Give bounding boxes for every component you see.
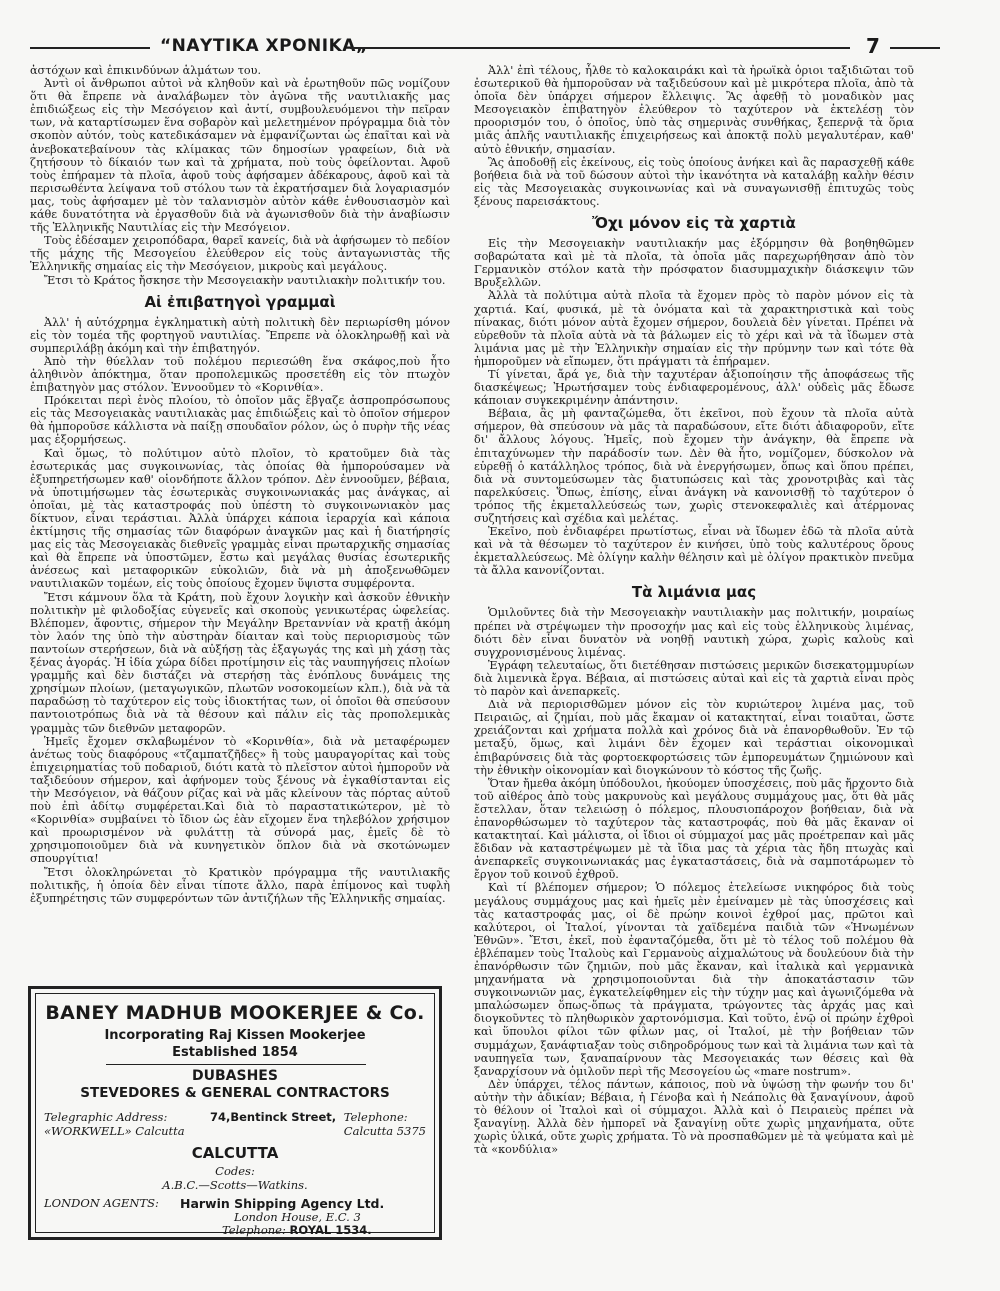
- ad-telephone: [344, 1110, 426, 1138]
- right-paragraph: Ἀλλὰ τὰ πολύτιμα αὐτὰ πλοῖα τὰ ἔχομεν πρὸς τὸ παρὸν μόνον εἰς τὰ χαρτιά. Καί, φυσικά, μὲ τὰ ὀνόματα καὶ τὰ χαρακτηριστικὰ καὶ τοὺς πίνακας, διότι μόνον αὐτὰ ἔχομεν σήμερον, δουλειὰ δὲν γίνεται. Πρέπει νὰ εὑρεθοῦν τὰ πλοῖα αὐτὰ νὰ τὰ βάλωμεν εἰς τὸ χέρι καὶ νὰ τὰ ἴδωμεν στὰ λιμάνια μας μὲ τὴν Ἑλληνικὴν σημαίαν εἰς τὴν πρύμνην των καὶ τότε θὰ ἠμποροῦμεν νὰ εἴπωμεν, ὅτι πράγματι τὰ ἐπήραμεν.: [474, 289, 914, 368]
- left-paragraph: Ἔτσι ὁλοκληρώνεται τὸ Κρατικὸν πρόγραμμα τῆς ναυτιλιακῆς πολιτικῆς, ἡ ὁποία δὲν εἶναι τίποτε ἄλλο, παρὰ ἐπίμονος καὶ τυφλὴ ἐξυπηρέτησις τῶν συμφερόντων τῶν ἀντιζήλων τῆς Ἑλληνικῆς σημαίας.: [30, 865, 450, 905]
- right-paragraph: Βέβαια, ἂς μὴ φανταζώμεθα, ὅτι ἐκεῖνοι, ποὺ ἔχουν τὰ πλοῖα αὐτὰ σήμερον, θὰ σπεύσουν νὰ μᾶς τὰ παραδώσουν, εἴτε διότι ἀδιαφοροῦν, εἴτε δι' ἄλλους λόγους. Ἡμεῖς, ποὺ ἔχομεν τὴν ἀνάγκην, θὰ ἔπρεπε νὰ ἐπιταχύνωμεν τὴν παράδοσίν των. Δὲν θὰ ἦτο, νομίζομεν, δύσκολον νὰ εὑρεθῇ ὁ κατάλληλος τρόπος, διὰ νὰ ἐνεργήσωμεν, ὅπως καὶ ὅπου πρέπει, διὰ νὰ συντομεύσωμεν τὰς διατυπώσεις καὶ τὰς χρονοτριβὰς καὶ τὰς παρελκύσεις. Ὅπως, ἐπίσης, εἶναι ἀνάγκη νὰ κανονισθῇ τὸ ταχύτερον ὁ τρόπος τῆς ἐκμεταλλεύσεώς των, χωρὶς στενοκεφαλιὲς καὶ ἀτέρμονας συζητήσεις καὶ σχέδια καὶ μελέτας.: [474, 407, 914, 525]
- left-paragraph: Ἀπὸ τὴν θύελλαν τοῦ πολέμου περιεσώθη ἕνα σκάφος,ποὺ ἦτο ἀληθινὸν ἀπόκτημα, ὅταν προπολεμικῶς προσετέθη εἰς τὸν πτωχὸν ἐπιβατηγὸν μας στόλον. Ἐννοοῦμεν τὸ «Κορινθία».: [30, 354, 450, 395]
- left-paragraph: Τοὺς ἐδέσαμεν χειροπόδαρα, θαρεῖ κανείς, διὰ νὰ ἀφήσωμεν τὸ πεδίον τῆς μάχης τῆς Μεσογείου ἐλεύθερον εἰς τοὺς ἀνταγωνιστὰς τῆς Ἑλληνικῆς σημαίας εἰς τὴν Μεσόγειον, μικροὺς καὶ μεγάλους.: [30, 234, 450, 274]
- right-column: [474, 64, 914, 1156]
- left-paragraph: Ἔτσι κάμνουν ὅλα τὰ Κράτη, ποὺ ἔχουν λογικὴν καὶ ἀσκοῦν ἐθνικὴν πολιτικὴν μὲ φιλοδοξίας εὐγενεῖς καὶ σκοποὺς γενικωτέρας ὠφελείας. Βλέπομεν, ἄφοντις, σήμερον τὴν Μεγάλην Βρεταννίαν νὰ κρατῇ ἀκόμη τὸν λαόν της ὑπὸ τὴν αὐστηρὰν δίαιταν καὶ τοὺς περιορισμοὺς τῶν παντοίων στερήσεων, διὰ νὰ αὐξήσῃ τὰς ἐξαγωγάς της καὶ μὴ χάσῃ τὰς ξένας ἀγοράς. Ἡ ἰδία χώρα δίδει προτίμησιν εἰς τὰς ναυπηγήσεις πλοίων γραμμῆς καὶ δὲν διστάζει νὰ στερήσῃ τὰς ἐνόπλους δυνάμεις της χρησίμων πλοίων, (μεταγωγικῶν, πλωτῶν νοσοκομείων κλπ.), διὰ νὰ τὰ παραδώσῃ τὸ ταχύτερον εἰς τοὺς ἰδιοκτήτας των, οἱ ὁποῖοι θὰ σπεύσουν παντοιοτρόπως διὰ νὰ τὰ θέσουν καὶ πάλιν εἰς τὰς προπολεμικὰς γραμμὰς τῶν διεθνῶν μεταφορῶν.: [30, 590, 450, 735]
- magazine-title: “ΝΑΥΤΙΚΑ ΧΡΟΝΙΚΑ„: [160, 36, 368, 56]
- ad-london-telephone-value: ROYAL 1534.: [289, 1223, 372, 1237]
- running-header: [30, 36, 930, 58]
- ad-london-label: LONDON AGENTS:: [44, 1196, 159, 1210]
- ad-telephone-value: Calcutta 5375: [343, 1124, 426, 1138]
- right-paragraph: Καὶ τί βλέπομεν σήμερον; Ὁ πόλεμος ἐτελείωσε νικηφόρος διὰ τοὺς μεγάλους συμμάχους μας καὶ ἡμεῖς μὲν ἐμείναμεν μὲ τὰς ὑποσχέσεις καὶ τὰς καταστροφάς μας, οἱ δὲ πρώην κοινοὶ ἐχθροί μας, πρῶτοι καὶ καλύτεροι, οἱ Ἰταλοί, γίνονται τὰ χαϊδεμένα παιδιὰ τῶν «Ἡνωμένων Ἐθνῶν». Ἔτσι, ἐκεῖ, ποὺ ἐφανταζόμεθα, ὅτι μὲ τὸ τέλος τοῦ πολέμου θὰ ἐβλέπαμεν τοὺς Ἰταλοὺς καὶ Γερμανοὺς αἰχμαλώτους νὰ δουλεύουν διὰ τὴν ἐπανόρθωσιν τῶν ζημιῶν, ποὺ μᾶς ἔκαναν, καὶ ἰταλικὰ καὶ γερμανικὰ μηχανήματα νὰ χρησιμοποιοῦνται διὰ τὴν ἀποκατάστασιν τῶν συγκοινωνιῶν μας, ἐγκατελείφθημεν εἰς τὴν τύχην μας καὶ ἀγωνιζόμεθα νὰ μπαλώσωμεν ὅπως-ὅπως τὰ πράγματα, τρώγοντες τὰς ἀρχάς μας καὶ διογκοῦντες τὸ πληθωρικὸν χαρτονόμισμα. Καὶ τοῦτο, ἐνῷ οἱ πρώην ἐχθροὶ καὶ ὕπουλοι φίλοι τῶν φίλων μας, οἱ Ἰταλοί, μὲ τὴν βοήθειαν τῶν συμμάχων, ξανάφτιαξαν τοὺς σιδηροδρόμους των καὶ τὰ λιμάνια των καὶ τὰ ναυπηγεῖα των, ξαναπαίρνουν τὰς Μεσογειακάς των θέσεις καὶ θὰ ξαναρχίσουν νὰ ὁμιλοῦν περὶ τῆς Μεσογείου ὡς «mare nostrum».: [474, 881, 914, 1078]
- section-heading-our-ports: Τὰ λιμάνια μας: [631, 583, 757, 602]
- ad-london-address: London House, E.C. 3: [234, 1210, 361, 1224]
- left-paragraph: Ἀλλ' ἡ αὐτόχρημα ἐγκληματικὴ αὐτὴ πολιτικὴ δὲν περιωρίσθη μόνον εἰς τὸν τομέα τῆς φορτηγοῦ ναυτιλίας. Ἔπρεπε νὰ ὁλοκληρωθῇ καὶ νὰ συμπεριλάβῃ ἀκόμη καὶ τὴν ἐπιβατηγόν.: [30, 315, 450, 355]
- advertisement-inner-frame: [35, 993, 435, 1237]
- advertisement-box: [28, 986, 442, 1240]
- right-paragraph: Εἰς τὴν Μεσογειακὴν ναυτιλιακήν μας ἐξόρμησιν θὰ βοηθηθῶμεν σοβαρώτατα καὶ μὲ τὰ πλοῖα, τὰ ὁποῖα μᾶς παρεχωρήθησαν ἀπὸ τὸν Γερμανικὸν στόλον κατὰ τὴν πρόσφατον διασυμμαχικὴν διάσκεψιν τῶν Βρυξελλῶν.: [474, 237, 914, 290]
- page-number: 7: [866, 34, 880, 58]
- ad-london-agents: [44, 1196, 426, 1236]
- right-paragraph: Ἀλλ' ἐπὶ τέλους, ἦλθε τὸ καλοκαιράκι καὶ τὰ ἠρωϊκὰ ὁριοι ταξιδιῶται τοῦ ἐσωτερικοῦ θὰ ἠμποροῦσαν νὰ ταξιδεύσουν καὶ μὲ μικρότερα πλοῖα, ἀπὸ τὰ ὁποῖα δὲν ὑπάρχει σήμερον ἔλλειψις. Ἂς ἀφεθῇ τὸ μοναδικὸν μας Μεσογειακὸν ἐπιβατηγὸν ἐλεύθερον τὸ ταχύτερον νὰ ἐκτελέσῃ τὸν προορισμόν του, ὁ ὁποῖος, ὑπὸ τὰς σημερινὰς συνθήκας, ξεπερνᾷ τὰ ὅρια μιᾶς ἁπλῆς ναυτιλιακῆς ἐπιχειρήσεως καὶ ἀποκτᾷ πολὺ μεγαλυτέραν, καθ' αὐτὸ ἐθνικήν, σημασίαν.: [474, 64, 914, 156]
- ad-stevedores: STEVEDORES & GENERAL CONTRACTORS: [80, 1085, 390, 1101]
- left-paragraph: Καὶ ὅμως, τὸ πολύτιμον αὐτὸ πλοῖον, τὸ κρατοῦμεν διὰ τὰς ἐσωτερικάς μας συγκοινωνίας, τὰς ὁποίας θὰ ἠμπορούσαμεν νὰ ἐξυπηρετήσωμεν καθ' οἱονδήποτε ἄλλον τρόπον. Δὲν ἐννοοῦμεν, βέβαια, νὰ ὑποτιμήσωμεν τὰς ἐσωτερικὰς συγκοινωνιακάς μας ἀνάγκας, αἱ ὁποῖαι, μὲ τὰς καταστροφάς ποὺ ὑπέστη τὸ συγκοινωνιακὸν μας δίκτυον, εἶναι τεράστιαι. Ἀλλὰ ὑπάρχει κάποια ἱεραρχία καὶ κάποια ἐκτίμησις τῆς σημασίας τῶν διαφόρων ἀναγκῶν μας καὶ ἡ διατήρησίς μας εἰς τὰς Μεσογειακὰς διεθνεῖς γραμμὰς εἶναι πρωταρχικῆς σημασίας καὶ θὰ ἔπρεπε νὰ ὑποστῶμεν, ἔστω καὶ μεγάλας θυσίας ἐσωτερικῆς ἀνέσεως καὶ μεταφορικῶν εὐκολιῶν, διὰ νὰ μὴ ἀποξενωθῶμεν ναυτιλιακῶν τομέων, εἰς τοὺς ὁποίους ἔχομεν ὕψιστα συμφέροντα.: [30, 446, 450, 591]
- ad-company-name: BANEY MADHUB MOOKERJEE & Co.: [45, 1002, 425, 1024]
- left-paragraph: Ἀντὶ οἱ ἄνθρωποι αὐτοὶ νὰ κληθοῦν καὶ νὰ ἐρωτηθοῦν πῶς νομίζουν ὅτι θὰ ἔπρεπε νὰ ἀναλάβωμεν τὸν ἀγῶνα τῆς ναυτιλιακῆς μας ἐπιδιώξεως εἰς τὴν Μεσόγειον καὶ ἀντί, συμβουλευόμενοι τὴν πεῖραν των, νὰ καταρτίσωμεν ἕνα σοβαρὸν καὶ μελετημένον πρόγραμμα διὰ τὸν σκοπὸν αὐτόν, τοὺς κατεδικάσαμεν νὰ ἐμφανίζωνται ὡς ἐπαῖται καὶ νὰ ἀνεβοκατεβαίνουν τὰς κλίμακας τῶν δημοσίων γραφείων, διὰ νὰ ζητήσουν τὸ δίκαιόν των καὶ τὰ χρήματα, ποὺ τοὺς ὀφείλονται. Ἀφοῦ τοὺς ἐπήραμεν τὰ πλοῖα, ἀφοῦ τοὺς ἀφήσαμεν ἀδέκαρους, ἀφοῦ καὶ τὰ περισωθέντα λείψανα τοῦ στόλου των τὰ ἐκρατήσαμεν διὰ λογαριασμόν μας, τοὺς ἀφήσαμεν μὲ τὸν ταλανισμὸν αὐτὸν κάθε ἐνθουσιασμὸν καὶ κάθε δυνατότητα νὰ ἐργασθοῦν διὰ νὰ ἀγωνισθοῦν διὰ τὴν ἀναβίωσιν τῆς Ἑλληνικῆς Ναυτιλίας εἰς τὴν Μεσόγειον.: [30, 77, 450, 235]
- right-paragraph: Διὰ νὰ περιορισθῶμεν μόνον εἰς τὸν κυριώτερον λιμένα μας, τοῦ Πειραιῶς, αἱ ζημίαι, ποὺ μᾶς ἔκαμαν οἱ κατακτηταί, εἶναι τοιαῦται, ὥστε χρειάζονται καὶ χρήματα πολλὰ καὶ χρόνος διὰ νὰ ἐπανορθωθοῦν. Ἐν τῷ μεταξύ, ὅμως, καὶ λιμάνι δὲν ἔχομεν καὶ τεράστιαι οἰκονομικαὶ ἐπιβαρύνσεις διὰ τὰς φορτοεκφορτώσεις τῶν ἐμπορευμάτων ζημιώνουν καὶ τὴν ἐθνικὴν οἰκονομίαν καὶ διογκώνουν τὸ κόστος τῆς ζωῆς.: [474, 698, 914, 777]
- left-paragraph: Πρόκειται περὶ ἑνὸς πλοίου, τὸ ὁποῖον μᾶς ἔβγαζε ἀσπροπρόσωπους εἰς τὰς Μεσογειακὰς ναυτιλιακὰς μας ἐπιδιώξεις καὶ τὸ ὁποῖον σήμερον θὰ ἠμποροῦσε κάλλιστα νὰ παίξῃ σπουδαῖον ρόλον, ὡς ὁ πυρὴν τῆς νέας μας ἐξορμήσεως.: [30, 394, 450, 447]
- right-paragraph: Ὅταν ἤμεθα ἀκόμη ὑπόδουλοι, ἠκούομεν ὑποσχέσεις, ποὺ μᾶς ἤρχοντο διὰ τοῦ αἰθέρος ἀπὸ τοὺς μακρυνοὺς καὶ μεγάλους συμμάχους μας, ὅτι θὰ μᾶς ἔστελλαν, ὅταν τελειώσῃ ὁ πόλεμος, πλουσιοπάροχον βοήθειαν, διὰ νὰ ἐπανορθώσωμεν τὸ ταχύτερον τὰς καταστροφάς, ποὺ θὰ μᾶς ἔκαναν οἱ κατακτηταί. Καὶ μάλιστα, οἱ ἴδιοι οἱ σύμμαχοί μας μᾶς προέτρεπαν καὶ μᾶς ἔδιδαν νὰ καταστρέψωμεν μὲ τὰ ἴδια μας τὰ χέρια τὰς ἤδη πτωχὰς καὶ ἀνεπαρκεῖς συγκοινωνιακάς μας ἐγκαταστάσεις, διὰ νὰ σαμποτάρωμεν τὸ ἔργον τοῦ κοινοῦ ἐχθροῦ.: [474, 776, 914, 882]
- header-rule-left: [30, 47, 150, 49]
- ad-established: Established 1854: [172, 1045, 298, 1060]
- ad-codes-label: Codes:: [215, 1164, 255, 1178]
- ad-divider: [106, 1064, 366, 1065]
- left-paragraph: Ἡμεῖς ἔχομεν σκλαβωμένον τὸ «Κορινθία», διὰ νὰ μεταφέρωμεν ἀνέτως τοὺς διαφόρους «τζαμπατζῆδες» ἢ τοὺς μαυραγορίτας καὶ τοὺς ἐπιχειρηματίας τοῦ ποδαριοῦ, διότι κατὰ τὸ πλεῖστον αὐτοὶ ἠμποροῦν νὰ ταξιδεύουν σήμερον, καὶ ἀφήνομεν τοὺς ξένους νὰ ἐγκαθίστανται εἰς τὴν Μεσόγειον, νὰ θάζουν ρίζας καὶ νὰ μᾶς κλείνουν τὰς πόρτας αὐτοῦ ποὺ ἐπὶ ἀδίτῳ συμφέρεται.Καὶ διὰ τὸ παραστατικώτερον, μὲ τὸ «Κορινθία» συμβαίνει τὸ ἴδιον ὡς ἐὰν εἴχομεν ἕνα τηλεβόλον χρήσιμον καὶ προωρισμένον νὰ φυλάττῃ τὰ σύνορά μας, ἐμεῖς δὲ τὸ χρησιμοποιοῦμεν διὰ νὰ κυνηγετικὸν ὅπλον διὰ νὰ σκοτώνωμεν σπουργίτια!: [30, 734, 450, 866]
- ad-codes-value: A.B.C.—Scotts—Watkins.: [162, 1178, 308, 1192]
- ad-telegraphic-row: [44, 1110, 426, 1142]
- right-paragraph: Ἂς ἀποδοθῇ εἰς ἐκείνους, εἰς τοὺς ὁποίους ἀνήκει καὶ ἂς παρασχεθῇ κάθε βοήθεια διὰ νὰ τοῦ δώσουν αὐτοὶ τὴν ἱκανότητα νὰ καταλάβῃ καλὴν θέσιν εἰς τὰς Μεσογειακὰς συγκοινωνίας καὶ νὰ συναγωνισθῇ ἐπιτυχῶς τοὺς ξένους παρεισάκτους.: [474, 155, 914, 208]
- ad-city: CALCUTTA: [191, 1144, 279, 1162]
- ad-london-agent: Harwin Shipping Agency Ltd.: [180, 1196, 385, 1211]
- section-heading-passenger-lines: Αἱ ἐπιβατηγοὶ γραμμαὶ: [144, 292, 336, 311]
- right-paragraph: Ἐκεῖνο, ποὺ ἐνδιαφέρει πρωτίστως, εἶναι νὰ ἴδωμεν ἐδῶ τὰ πλοῖα αὐτὰ καὶ νὰ τὰ θέσωμεν τὸ ταχύτερον ἐν κινήσει, ὑπὸ τοὺς καλυτέρους ὅρους ἐκμεταλλεύσεως. Μὲ ὀλίγην καλὴν θέλησιν καὶ μὲ ὀλίγον πρακτικὸν πνεῦμα τὰ ἄλλα κανονίζονται.: [474, 525, 914, 578]
- ad-london-telephone-label: Telephone:: [222, 1223, 286, 1237]
- section-heading-not-only-paper: Ὄχι μόνον εἰς τὰ χαρτιὰ: [592, 214, 796, 233]
- ad-street: 74,Bentinck Street,: [210, 1110, 337, 1124]
- ad-dubashes: DUBASHES: [192, 1068, 278, 1084]
- ad-telephone-label: Telephone:: [343, 1110, 408, 1124]
- header-rule-middle: [350, 47, 850, 49]
- header-rule-right: [890, 47, 940, 49]
- right-paragraph: Τί γίνεται, ἄρά γε, διὰ τὴν ταχυτέραν ἀξιοποίησιν τῆς ἀποφάσεως τῆς διασκέψεως; Ἠρωτήσαμεν τοὺς ἐνδιαφερομένους, ἀλλ' οὐδεὶς μᾶς ἔδωσε κάποιαν συγκεκριμένην ἀπάντησιν.: [474, 367, 914, 408]
- ad-telegraphic-label: Telegraphic Address:: [44, 1110, 168, 1124]
- right-paragraph: Ἐγράφη τελευταίως, ὅτι διετέθησαν πιστώσεις μερικῶν δισεκατομμυρίων διὰ λιμενικὰ ἔργα. Βέβαια, αἱ πιστώσεις αὐταὶ καὶ εἰς τὰ χαρτιὰ εἶναι πρὸς τὸ παρὸν καὶ ἀνεπαρκεῖς.: [474, 658, 914, 699]
- ad-london-telephone: [222, 1223, 372, 1237]
- ad-telegraphic-value: «WORKWELL» Calcutta: [44, 1124, 185, 1138]
- ad-telegraphic: [44, 1110, 185, 1138]
- left-column: [30, 64, 450, 905]
- left-paragraph: Ἔτσι τὸ Κράτος ἤσκησε τὴν Μεσογειακὴν ναυτιλιακὴν πολιτικήν του.: [44, 273, 446, 287]
- left-paragraph: ἀστόχων καὶ ἐπικινδύνων ἁλμάτων του.: [30, 64, 262, 77]
- right-paragraph: Ὁμιλοῦντες διὰ τὴν Μεσογειακὴν ναυτιλιακὴν μας πολιτικήν, μοιραίως πρέπει νὰ στρέψωμεν τὴν προσοχήν μας καὶ εἰς τοὺς ἑλληνικοὺς λιμένας, διότι δὲν εἶναι δυνατὸν νὰ νοηθῇ ναυτικὴ χώρα, χωρὶς καλοὺς καὶ συγχρονισμένους λιμένας.: [474, 606, 914, 659]
- ad-incorporating: Incorporating Raj Kissen Mookerjee: [104, 1028, 366, 1043]
- right-paragraph: Δὲν ὑπάρχει, τέλος πάντων, κάποιος, ποὺ νὰ ὑψώσῃ τὴν φωνήν του δι' αὐτὴν τὴν ἀδικίαν; Βέβαια, ἡ Γένοβα καὶ ἡ Νεάπολις θὰ ξαναγίνουν, ἀφοῦ τὸ θέλουν οἱ Ἰταλοὶ καὶ οἱ σύμμαχοι. Ἀλλὰ καὶ ὁ Πειραιεὺς πρέπει νὰ ξαναγίνῃ. Ἀλλὰ δὲν ἠμπορεῖ νὰ ξαναγίνῃ οὔτε χωρὶς μηχανήματα, οὔτε χωρὶς ὑλικά, οὔτε χωρὶς χρήματα. Τὸ νὰ προσπαθῶμεν μὲ τὰ ψεύματα καὶ μὲ τὰ «κονδύλια»: [474, 1077, 914, 1157]
